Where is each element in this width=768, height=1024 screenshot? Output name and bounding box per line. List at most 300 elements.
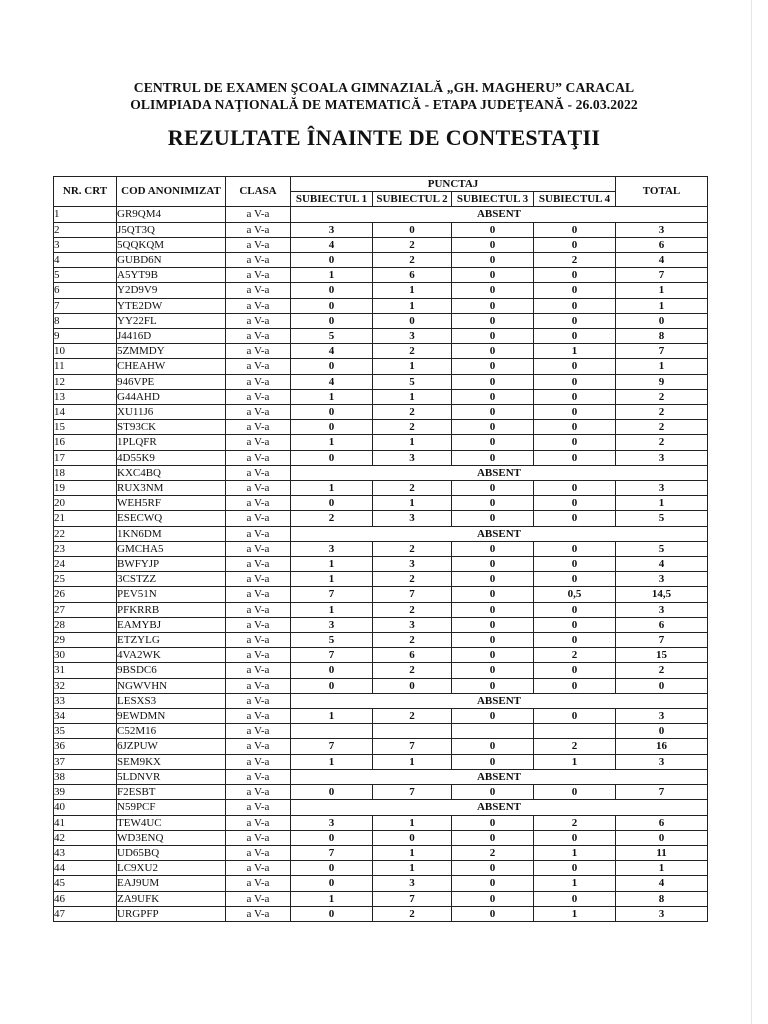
table-row <box>54 693 708 708</box>
total-score: 7 <box>616 268 708 283</box>
table-row <box>54 374 708 389</box>
table-row <box>54 602 708 617</box>
class-cell: a V-a <box>226 709 291 724</box>
anonymized-code: 1PLQFR <box>117 435 226 450</box>
header-nr-crt: NR. CRT <box>54 177 117 207</box>
subject-2-score: 2 <box>373 572 452 587</box>
total-score: 2 <box>616 663 708 678</box>
class-cell: a V-a <box>226 389 291 404</box>
header-clasa: CLASA <box>226 177 291 207</box>
anonymized-code: URGPFP <box>117 906 226 921</box>
table-row <box>54 830 708 845</box>
table-row <box>54 222 708 237</box>
class-cell: a V-a <box>226 207 291 222</box>
absent-marker: ABSENT <box>291 800 708 815</box>
subject-2-score: 1 <box>373 359 452 374</box>
subject-2-score: 3 <box>373 617 452 632</box>
subject-4-score: 0 <box>534 785 616 800</box>
subject-2-score: 2 <box>373 420 452 435</box>
total-score: 11 <box>616 845 708 860</box>
class-cell: a V-a <box>226 405 291 420</box>
subject-2-score: 1 <box>373 435 452 450</box>
absent-marker: ABSENT <box>291 207 708 222</box>
subject-1-score: 1 <box>291 754 373 769</box>
total-score: 7 <box>616 344 708 359</box>
subject-2-score: 3 <box>373 876 452 891</box>
class-cell: a V-a <box>226 374 291 389</box>
table-row <box>54 298 708 313</box>
class-cell: a V-a <box>226 435 291 450</box>
table-row <box>54 663 708 678</box>
class-cell: a V-a <box>226 754 291 769</box>
subject-2-score: 6 <box>373 648 452 663</box>
total-score: 3 <box>616 572 708 587</box>
row-number: 13 <box>54 389 117 404</box>
header-subiectul-3: SUBIECTUL 3 <box>452 192 534 207</box>
subject-3-score: 0 <box>452 268 534 283</box>
anonymized-code: CHEAHW <box>117 359 226 374</box>
subject-1-score: 3 <box>291 815 373 830</box>
subject-4-score: 0 <box>534 420 616 435</box>
total-score: 9 <box>616 374 708 389</box>
anonymized-code: YY22FL <box>117 313 226 328</box>
row-number: 37 <box>54 754 117 769</box>
class-cell: a V-a <box>226 283 291 298</box>
row-number: 27 <box>54 602 117 617</box>
table-row <box>54 815 708 830</box>
table-row <box>54 845 708 860</box>
class-cell: a V-a <box>226 769 291 784</box>
subject-1-score: 1 <box>291 389 373 404</box>
anonymized-code: 9EWDMN <box>117 709 226 724</box>
header-subiectul-4: SUBIECTUL 4 <box>534 192 616 207</box>
total-score: 6 <box>616 237 708 252</box>
subject-2-score: 0 <box>373 222 452 237</box>
anonymized-code: YTE2DW <box>117 298 226 313</box>
anonymized-code: ETZYLG <box>117 633 226 648</box>
class-cell: a V-a <box>226 785 291 800</box>
subject-1-score <box>291 724 373 739</box>
header-cod-anonimizat: COD ANONIMIZAT <box>117 177 226 207</box>
row-number: 11 <box>54 359 117 374</box>
subject-1-score: 5 <box>291 633 373 648</box>
anonymized-code: GR9QM4 <box>117 207 226 222</box>
subject-2-score: 2 <box>373 709 452 724</box>
row-number: 47 <box>54 906 117 921</box>
subject-2-score: 1 <box>373 845 452 860</box>
anonymized-code: RUX3NM <box>117 481 226 496</box>
row-number: 29 <box>54 633 117 648</box>
subject-3-score: 0 <box>452 587 534 602</box>
row-number: 17 <box>54 450 117 465</box>
subject-3-score: 0 <box>452 511 534 526</box>
subject-2-score: 6 <box>373 268 452 283</box>
anonymized-code: 9BSDC6 <box>117 663 226 678</box>
table-row <box>54 891 708 906</box>
anonymized-code: NGWVHN <box>117 678 226 693</box>
anonymized-code: 3CSTZZ <box>117 572 226 587</box>
subject-2-score: 7 <box>373 891 452 906</box>
subject-3-score: 0 <box>452 283 534 298</box>
subject-4-score: 1 <box>534 754 616 769</box>
table-row <box>54 572 708 587</box>
subject-1-score: 0 <box>291 420 373 435</box>
subject-2-score: 1 <box>373 298 452 313</box>
subject-3-score: 0 <box>452 602 534 617</box>
subject-2-score <box>373 724 452 739</box>
subject-4-score: 0 <box>534 405 616 420</box>
subject-4-score: 1 <box>534 344 616 359</box>
subject-1-score: 0 <box>291 906 373 921</box>
absent-marker: ABSENT <box>291 526 708 541</box>
subject-4-score: 0 <box>534 268 616 283</box>
subject-4-score: 1 <box>534 876 616 891</box>
subject-2-score: 2 <box>373 906 452 921</box>
row-number: 4 <box>54 252 117 267</box>
class-cell: a V-a <box>226 617 291 632</box>
row-number: 23 <box>54 541 117 556</box>
anonymized-code: PEV51N <box>117 587 226 602</box>
subject-4-score: 0 <box>534 617 616 632</box>
subject-2-score: 1 <box>373 861 452 876</box>
row-number: 26 <box>54 587 117 602</box>
subject-1-score: 3 <box>291 541 373 556</box>
total-score: 1 <box>616 298 708 313</box>
total-score: 6 <box>616 815 708 830</box>
class-cell: a V-a <box>226 906 291 921</box>
anonymized-code: ST93CK <box>117 420 226 435</box>
anonymized-code: 1KN6DM <box>117 526 226 541</box>
table-row <box>54 344 708 359</box>
subject-1-score: 0 <box>291 405 373 420</box>
row-number: 12 <box>54 374 117 389</box>
class-cell: a V-a <box>226 420 291 435</box>
class-cell: a V-a <box>226 648 291 663</box>
total-score: 7 <box>616 633 708 648</box>
subject-4-score: 0 <box>534 389 616 404</box>
class-cell: a V-a <box>226 572 291 587</box>
total-score: 3 <box>616 222 708 237</box>
anonymized-code: N59PCF <box>117 800 226 815</box>
class-cell: a V-a <box>226 511 291 526</box>
table-row <box>54 435 708 450</box>
total-score: 2 <box>616 405 708 420</box>
subject-4-score: 2 <box>534 815 616 830</box>
row-number: 41 <box>54 815 117 830</box>
subject-1-score: 0 <box>291 678 373 693</box>
subject-3-score: 0 <box>452 906 534 921</box>
class-cell: a V-a <box>226 268 291 283</box>
subject-4-score: 0 <box>534 830 616 845</box>
anonymized-code: 6JZPUW <box>117 739 226 754</box>
anonymized-code: 946VPE <box>117 374 226 389</box>
subject-3-score: 0 <box>452 754 534 769</box>
table-row <box>54 252 708 267</box>
total-score: 8 <box>616 891 708 906</box>
row-number: 18 <box>54 465 117 480</box>
total-score: 3 <box>616 602 708 617</box>
subject-3-score: 0 <box>452 222 534 237</box>
subject-3-score: 2 <box>452 845 534 860</box>
subject-2-score: 2 <box>373 405 452 420</box>
subject-3-score: 0 <box>452 435 534 450</box>
row-number: 6 <box>54 283 117 298</box>
table-row <box>54 724 708 739</box>
table-row <box>54 678 708 693</box>
header-punctaj: PUNCTAJ <box>291 177 616 192</box>
subject-2-score: 0 <box>373 313 452 328</box>
class-cell: a V-a <box>226 557 291 572</box>
total-score: 3 <box>616 709 708 724</box>
table-row <box>54 420 708 435</box>
class-cell: a V-a <box>226 450 291 465</box>
subject-3-score: 0 <box>452 374 534 389</box>
table-row <box>54 313 708 328</box>
table-row <box>54 465 708 480</box>
subject-1-score: 7 <box>291 648 373 663</box>
subject-1-score: 1 <box>291 709 373 724</box>
row-number: 15 <box>54 420 117 435</box>
anonymized-code: GMCHA5 <box>117 541 226 556</box>
class-cell: a V-a <box>226 724 291 739</box>
class-cell: a V-a <box>226 800 291 815</box>
subject-3-score: 0 <box>452 785 534 800</box>
subject-4-score: 0 <box>534 298 616 313</box>
total-score: 0 <box>616 678 708 693</box>
subject-4-score: 0 <box>534 496 616 511</box>
row-number: 1 <box>54 207 117 222</box>
exam-center-heading: CENTRUL DE EXAMEN ŞCOALA GIMNAZIALĂ „GH. MAGHERU” CARACAL <box>133 80 635 95</box>
subject-4-score: 0 <box>534 283 616 298</box>
row-number: 39 <box>54 785 117 800</box>
subject-4-score: 0 <box>534 663 616 678</box>
class-cell: a V-a <box>226 633 291 648</box>
results-table <box>53 176 708 922</box>
subject-3-score: 0 <box>452 389 534 404</box>
subject-1-score: 0 <box>291 830 373 845</box>
table-row <box>54 283 708 298</box>
subject-4-score: 2 <box>534 739 616 754</box>
total-score: 0 <box>616 313 708 328</box>
table-row <box>54 405 708 420</box>
anonymized-code: GUBD6N <box>117 252 226 267</box>
subject-1-score: 2 <box>291 511 373 526</box>
row-number: 10 <box>54 344 117 359</box>
subject-3-score: 0 <box>452 313 534 328</box>
row-number: 8 <box>54 313 117 328</box>
subject-2-score: 3 <box>373 450 452 465</box>
table-row <box>54 511 708 526</box>
total-score: 1 <box>616 861 708 876</box>
anonymized-code: WEH5RF <box>117 496 226 511</box>
subject-1-score: 1 <box>291 602 373 617</box>
header-total: TOTAL <box>616 177 708 207</box>
subject-3-score: 0 <box>452 739 534 754</box>
subject-4-score: 0 <box>534 222 616 237</box>
total-score: 0 <box>616 724 708 739</box>
table-row <box>54 450 708 465</box>
table-row <box>54 754 708 769</box>
row-number: 32 <box>54 678 117 693</box>
subject-4-score: 0 <box>534 709 616 724</box>
subject-3-score: 0 <box>452 830 534 845</box>
class-cell: a V-a <box>226 678 291 693</box>
total-score: 0 <box>616 830 708 845</box>
subject-1-score: 1 <box>291 572 373 587</box>
subject-3-score: 0 <box>452 237 534 252</box>
class-cell: a V-a <box>226 359 291 374</box>
subject-4-score: 0,5 <box>534 587 616 602</box>
table-row <box>54 496 708 511</box>
subject-1-score: 0 <box>291 876 373 891</box>
subject-1-score: 7 <box>291 739 373 754</box>
row-number: 20 <box>54 496 117 511</box>
table-row <box>54 557 708 572</box>
class-cell: a V-a <box>226 830 291 845</box>
subject-2-score: 2 <box>373 541 452 556</box>
total-score: 8 <box>616 329 708 344</box>
subject-1-score: 3 <box>291 222 373 237</box>
class-cell: a V-a <box>226 739 291 754</box>
table-row <box>54 268 708 283</box>
subject-3-score: 0 <box>452 329 534 344</box>
total-score: 1 <box>616 496 708 511</box>
anonymized-code: EAMYBJ <box>117 617 226 632</box>
anonymized-code: J5QT3Q <box>117 222 226 237</box>
subject-1-score: 1 <box>291 557 373 572</box>
class-cell: a V-a <box>226 329 291 344</box>
subject-3-score: 0 <box>452 633 534 648</box>
anonymized-code: LESXS3 <box>117 693 226 708</box>
subject-4-score: 1 <box>534 906 616 921</box>
row-number: 14 <box>54 405 117 420</box>
total-score: 3 <box>616 754 708 769</box>
table-row <box>54 785 708 800</box>
subject-2-score: 2 <box>373 252 452 267</box>
total-score: 1 <box>616 359 708 374</box>
total-score: 7 <box>616 785 708 800</box>
anonymized-code: SEM9KX <box>117 754 226 769</box>
subject-1-score: 0 <box>291 496 373 511</box>
subject-4-score: 2 <box>534 252 616 267</box>
subject-2-score: 2 <box>373 344 452 359</box>
row-number: 3 <box>54 237 117 252</box>
subject-3-score: 0 <box>452 252 534 267</box>
total-score: 4 <box>616 876 708 891</box>
subject-2-score: 5 <box>373 374 452 389</box>
subject-2-score: 2 <box>373 237 452 252</box>
row-number: 5 <box>54 268 117 283</box>
subject-2-score: 2 <box>373 663 452 678</box>
class-cell: a V-a <box>226 541 291 556</box>
class-cell: a V-a <box>226 876 291 891</box>
subject-3-score: 0 <box>452 541 534 556</box>
total-score: 4 <box>616 252 708 267</box>
subject-4-score: 1 <box>534 845 616 860</box>
table-row <box>54 633 708 648</box>
table-row <box>54 237 708 252</box>
subject-4-score: 0 <box>534 374 616 389</box>
subject-4-score: 0 <box>534 359 616 374</box>
row-number: 22 <box>54 526 117 541</box>
anonymized-code: PFKRRB <box>117 602 226 617</box>
table-row <box>54 769 708 784</box>
class-cell: a V-a <box>226 465 291 480</box>
class-cell: a V-a <box>226 693 291 708</box>
subject-3-score: 0 <box>452 496 534 511</box>
row-number: 16 <box>54 435 117 450</box>
anonymized-code: XU11J6 <box>117 405 226 420</box>
subject-3-score: 0 <box>452 815 534 830</box>
subject-4-score <box>534 724 616 739</box>
table-row <box>54 861 708 876</box>
subject-2-score: 0 <box>373 678 452 693</box>
total-score: 6 <box>616 617 708 632</box>
anonymized-code: ZA9UFK <box>117 891 226 906</box>
table-row <box>54 481 708 496</box>
subject-4-score: 0 <box>534 602 616 617</box>
subject-2-score: 2 <box>373 481 452 496</box>
subject-1-score: 7 <box>291 845 373 860</box>
subject-3-score: 0 <box>452 709 534 724</box>
subject-2-score: 3 <box>373 511 452 526</box>
total-score: 16 <box>616 739 708 754</box>
subject-3-score <box>452 724 534 739</box>
anonymized-code: 5QQKQM <box>117 237 226 252</box>
subject-2-score: 7 <box>373 785 452 800</box>
subject-3-score: 0 <box>452 663 534 678</box>
subject-1-score: 0 <box>291 785 373 800</box>
absent-marker: ABSENT <box>291 693 708 708</box>
subject-2-score: 3 <box>373 329 452 344</box>
anonymized-code: KXC4BQ <box>117 465 226 480</box>
subject-3-score: 0 <box>452 572 534 587</box>
row-number: 7 <box>54 298 117 313</box>
table-row <box>54 876 708 891</box>
table-row <box>54 739 708 754</box>
subject-4-score: 0 <box>534 678 616 693</box>
subject-4-score: 0 <box>534 557 616 572</box>
results-body <box>54 207 708 922</box>
anonymized-code: C52M16 <box>117 724 226 739</box>
subject-2-score: 3 <box>373 557 452 572</box>
subject-3-score: 0 <box>452 420 534 435</box>
subject-1-score: 0 <box>291 861 373 876</box>
anonymized-code: UD65BQ <box>117 845 226 860</box>
subject-1-score: 0 <box>291 252 373 267</box>
subject-2-score: 7 <box>373 739 452 754</box>
table-row <box>54 526 708 541</box>
subject-1-score: 4 <box>291 237 373 252</box>
class-cell: a V-a <box>226 298 291 313</box>
subject-3-score: 0 <box>452 648 534 663</box>
subject-3-score: 0 <box>452 891 534 906</box>
class-cell: a V-a <box>226 815 291 830</box>
subject-4-score: 0 <box>534 237 616 252</box>
class-cell: a V-a <box>226 237 291 252</box>
table-row <box>54 800 708 815</box>
anonymized-code: J4416D <box>117 329 226 344</box>
class-cell: a V-a <box>226 496 291 511</box>
subject-2-score: 1 <box>373 815 452 830</box>
subject-4-score: 0 <box>534 450 616 465</box>
total-score: 2 <box>616 435 708 450</box>
subject-4-score: 0 <box>534 511 616 526</box>
row-number: 2 <box>54 222 117 237</box>
anonymized-code: G44AHD <box>117 389 226 404</box>
subject-3-score: 0 <box>452 678 534 693</box>
subject-3-score: 0 <box>452 481 534 496</box>
